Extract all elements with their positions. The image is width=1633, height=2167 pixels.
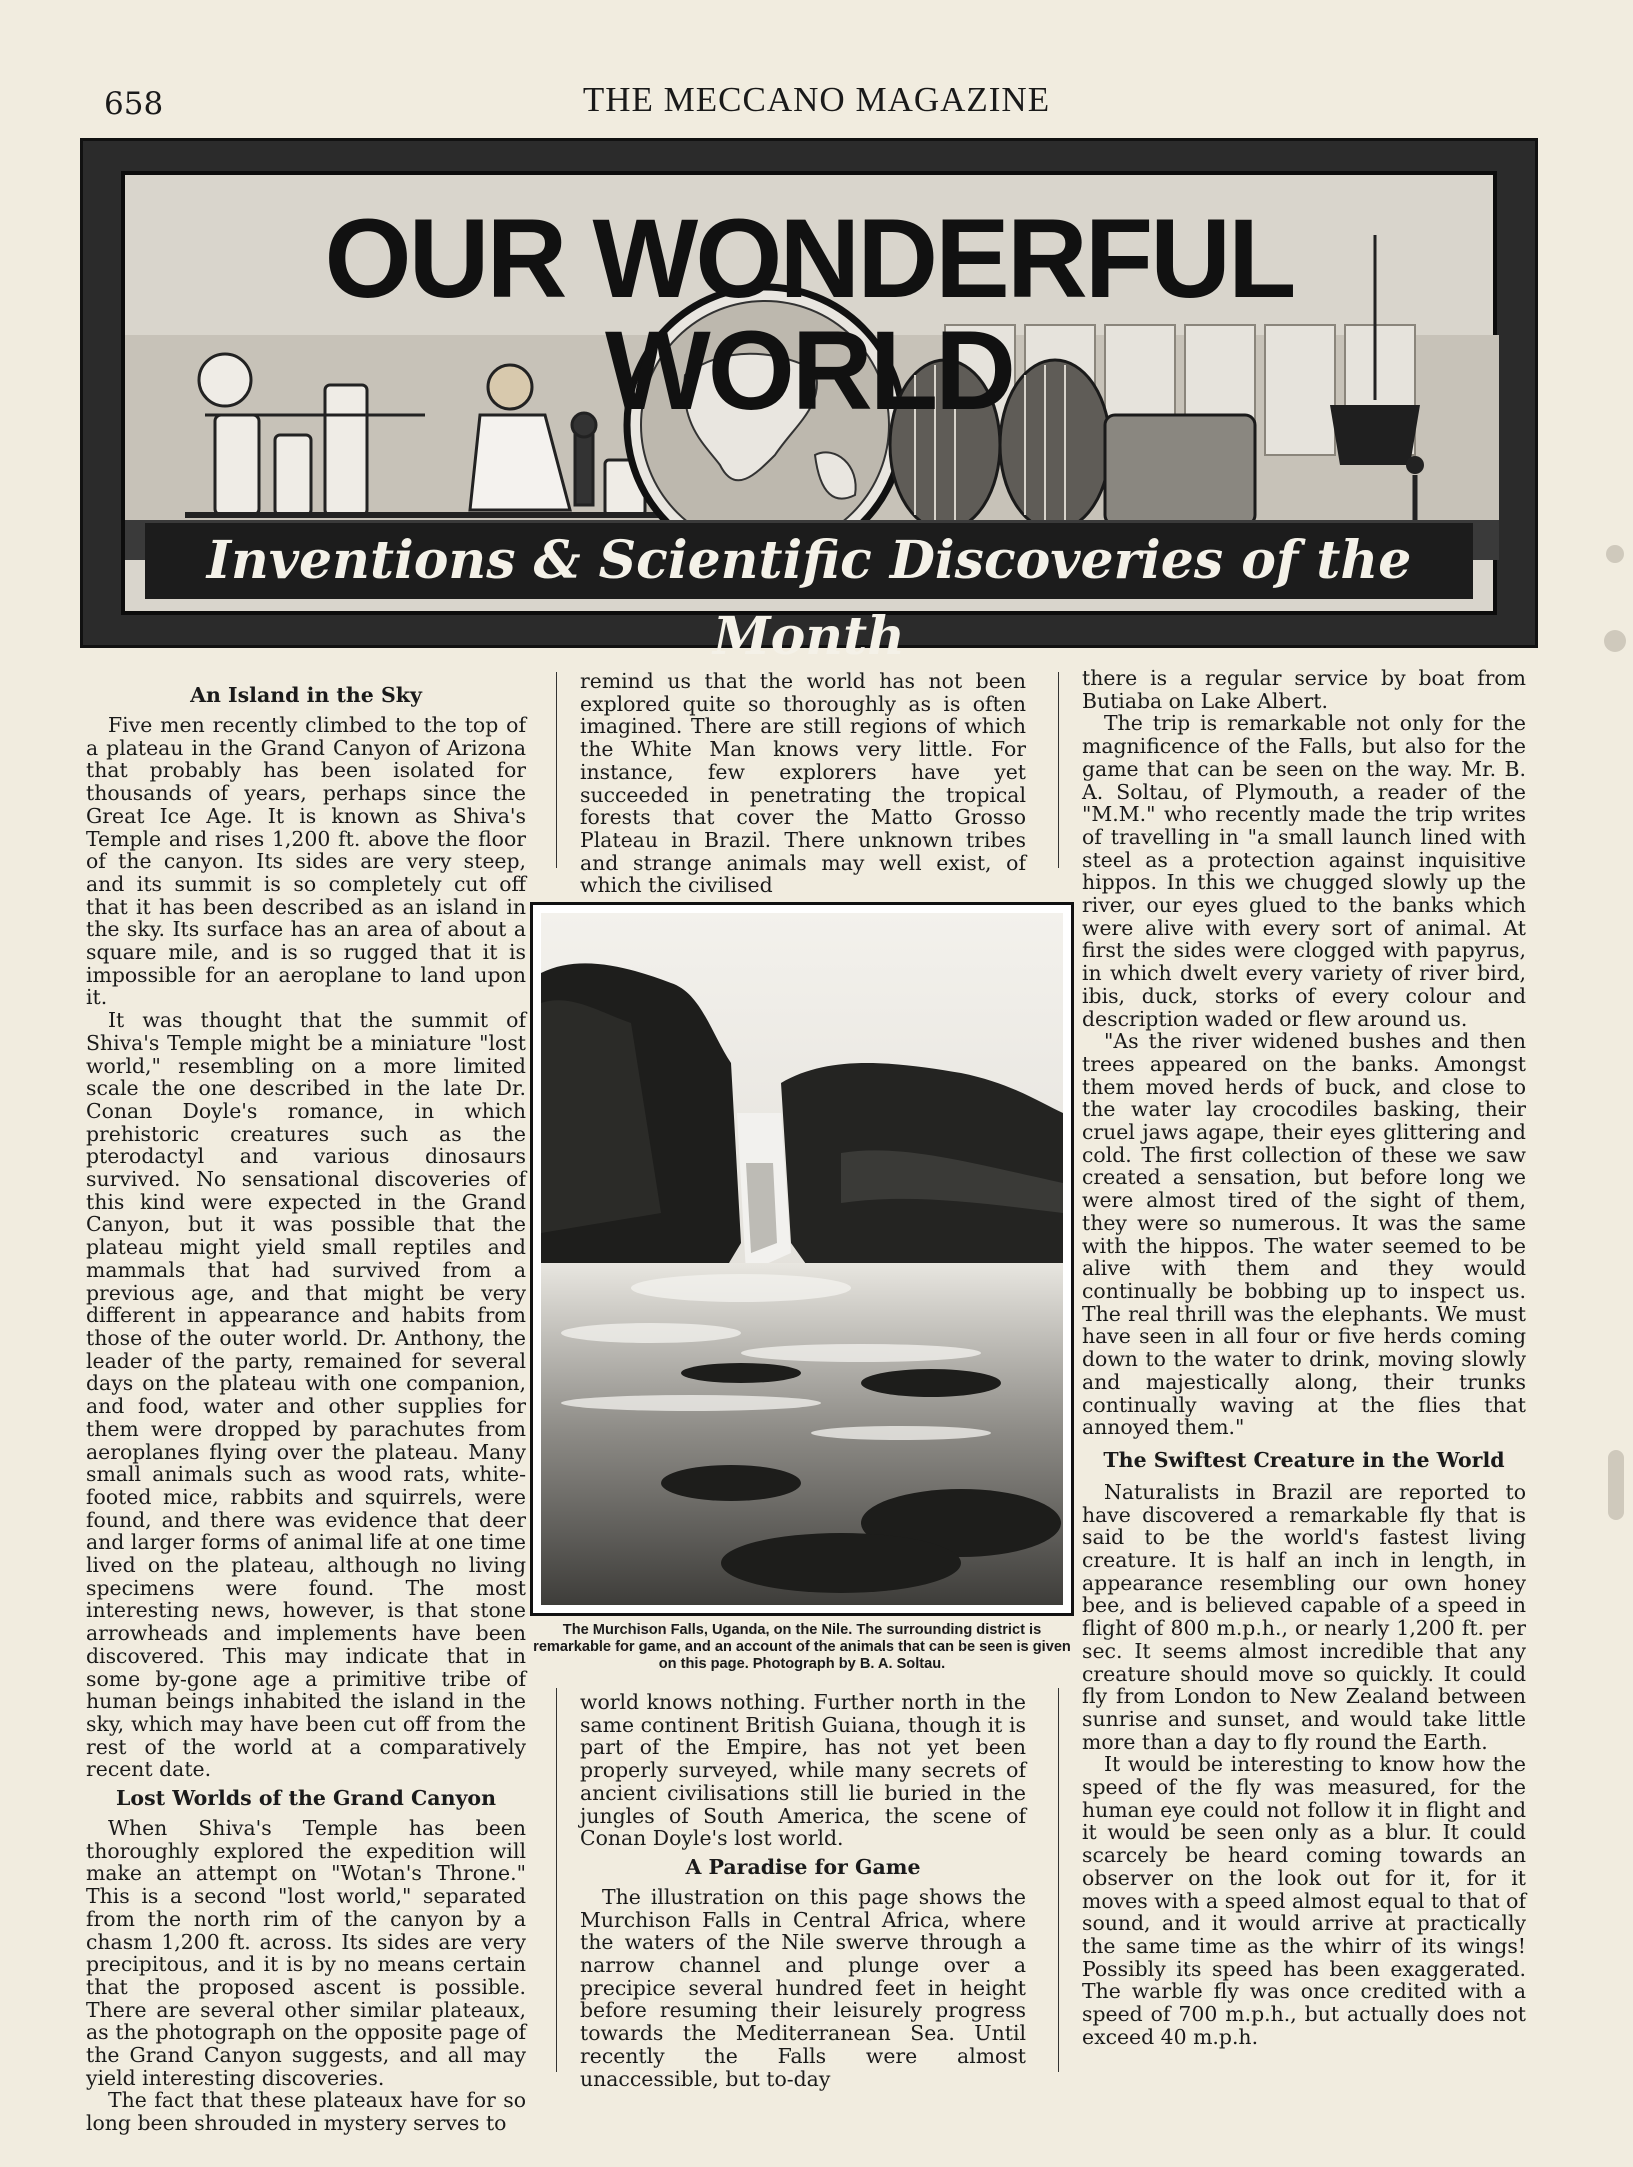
binding-hole	[1606, 545, 1624, 563]
paragraph: world knows nothing. Further north in the same continent British Guiana, though it is part of the Empire, has not yet been properly surveyed, while many secrets of ancient civilisations still lie buried in the jungles of South America, the scene of Conan Doyle's lost world.	[580, 1690, 1026, 1851]
section-heading: The Swiftest Creature in the World	[1103, 1447, 1505, 1472]
article-column-3	[1082, 667, 1526, 2048]
paragraph: When Shiva's Temple has been thoroughly explored the expedition will make an attempt on "Wotan's Throne." This is a second "lost world," separated from the north rim of the canyon by a chasm 1,200 ft. across. Its sides are very precipitous, and it is by no means certain that the proposed ascent is possible. There are several other similar plateaux, as the photograph on the opposite page of the Grand Canyon suggests, and all may yield interesting discoveries.	[86, 1816, 526, 2090]
binding-hole	[1604, 630, 1626, 652]
paragraph: The illustration on this page shows the Murchison Falls in Central Africa, where the waters of the Nile swerve through a narrow channel and plunge over a precipice several hundred feet in height before resuming their leisurely progress towards the Mediterranean Sea. Until recently the Falls were almost unaccessible, but to-day	[580, 1884, 1026, 2091]
column-divider	[1058, 672, 1059, 868]
paragraph: remind us that the world has not been explored quite so thoroughly as is often imagined. There are still regions of which the White Man knows very little. For instance, few explorers have yet succeeded in penetrating the tropical forests that cover the Matto Grosso Plateau in Brazil. There unknown tribes and strange animals may well exist, of which the civilised	[580, 669, 1026, 898]
banner-illustration	[121, 171, 1497, 667]
paragraph: It would be interesting to know how the speed of the fly was measured, for the human eye could not follow it in flight and it would be seen only as a blur. It could scarcely be heard coming towards an observer on the look out for it, for it moves with a speed almost equal to that of sound, and it would arrive at practically the same time as the whirr of its wings! Possibly its speed has been exaggerated. The warble fly was once credited with a speed of 700 m.p.h., but actually does not exceed 40 m.p.h.	[1082, 1752, 1526, 2049]
article-column-2-bottom	[580, 1691, 1026, 2090]
section-heading: Lost Worlds of the Grand Canyon	[115, 1786, 496, 1811]
article-column-2-top	[580, 670, 1026, 897]
header-banner	[80, 138, 1538, 667]
paragraph: The trip is remarkable not only for the magnificence of the Falls, but also for the game that can be seen on the way. Mr. B. A. Soltau, of Plymouth, a reader of the "M.M." who recently made the trip writes of travelling in "a small launch lined with steel as a protection against inquisitive hippos. In this we chugged slowly up the river, our eyes glued to the banks which were alive with every sort of animal. At first the sides were clogged with papyrus, in which dwelt every variety of river bird, ibis, duck, storks of every colour and description waded or flew around us.	[1082, 711, 1526, 1031]
paragraph: there is a regular service by boat from Butiaba on Lake Albert.	[1082, 666, 1526, 713]
banner-subtitle: Inventions & Scientific Discoveries of the Month	[145, 523, 1473, 599]
article-column-1	[86, 680, 526, 2135]
binding-hole	[1608, 1450, 1624, 1520]
section-heading: An Island in the Sky	[190, 683, 422, 707]
paragraph: The fact that these plateaux have for so long been shrouded in mystery serves to	[86, 2088, 526, 2136]
paragraph: Naturalists in Brazil are reported to have discovered a remarkable fly that is said to be the world's fastest living creature. It is half an inch in length, in appearance resembling our own honey bee, and is believed capable of a speed in flight of 800 m.p.h., or nearly 1,200 ft. per sec. It seems almost incredible that any creature should move so quickly. It could fly from London to New Zealand between sunrise and sunset, and would take little more than a day to fly round the Earth.	[1082, 1479, 1526, 1754]
photo-frame	[530, 902, 1074, 1616]
banner-title: OUR WONDERFUL WORLD	[324, 196, 1294, 433]
paragraph: It was thought that the summit of Shiva's Temple might be a miniature "lost world," resembling on a more limited scale the one described in the late Dr. Conan Doyle's romance, in which prehistoric creatures such as the pterodactyl and various dinosaurs survived. No sensational discoveries of this kind were expected in the Grand Canyon, but it was possible that the plateau might yield small reptiles and mammals that had survived from a previous age, and that might be very different in appearance and habits from those of the outer world. Dr. Anthony, the leader of the party, remained for several days on the plateau with one companion, and food, water and other supplies for them were dropped by parachutes from aeroplanes flying over the plateau. Many small animals such as wood rats, white-footed mice, rabbits and squirrels, were found, and there was evidence that deer and larger forms of animal life at one time lived on the plateau, although no living specimens were found. The most interesting news, however, is that stone arrowheads and implements have been discovered. This may indicate that in some by-gone age a primitive tribe of human beings inhabited the island in the sky, which may have been cut off from the rest of the world at a comparatively recent date.	[86, 1008, 526, 1782]
murchison-falls-photo	[541, 913, 1063, 1605]
paragraph: Five men recently climbed to the top of a plateau in the Grand Canyon of Arizona that probably has been isolated for thousands of years, perhaps since the Great Ice Age. It is known as Shiva's Temple and rises 1,200 ft. above the floor of the canyon. Its sides are very steep, and its summit is so completely cut off that it has been described as an island in the sky. Its surface has an area of about a square mile, and is so rugged that it is impossible for an aeroplane to land upon it.	[86, 713, 526, 1010]
column-divider	[1058, 1688, 1059, 2072]
photo-caption: The Murchison Falls, Uganda, on the Nile. The surrounding district is remarkable for game, and an account of the animals that can be seen is given on this page. Photograph by B. A. Soltau.	[533, 1622, 1071, 1672]
page-number: 658	[104, 86, 164, 122]
paragraph: "As the river widened bushes and then trees appeared on the banks. Amongst them moved herds of buck, and close to the water lay crocodiles basking, their cruel jaws agape, their eyes glittering and cold. The first collection of these we saw created a sensation, but before long we were almost tired of the sight of them, they were so numerous. It was the same with the hippos. The water seemed to be alive with them and they would continually be bobbing up to inspect us. The real thrill was the elephants. We must have seen in all four or five herds coming down to the water to drink, moving slowly and majestically along, their trunks continually waving at the flies that annoyed them."	[1082, 1029, 1526, 1440]
column-divider	[556, 1688, 557, 2072]
magazine-title: THE MECCANO MAGAZINE	[582, 80, 1051, 119]
column-divider	[556, 672, 557, 868]
section-heading: A Paradise for Game	[685, 1854, 921, 1879]
